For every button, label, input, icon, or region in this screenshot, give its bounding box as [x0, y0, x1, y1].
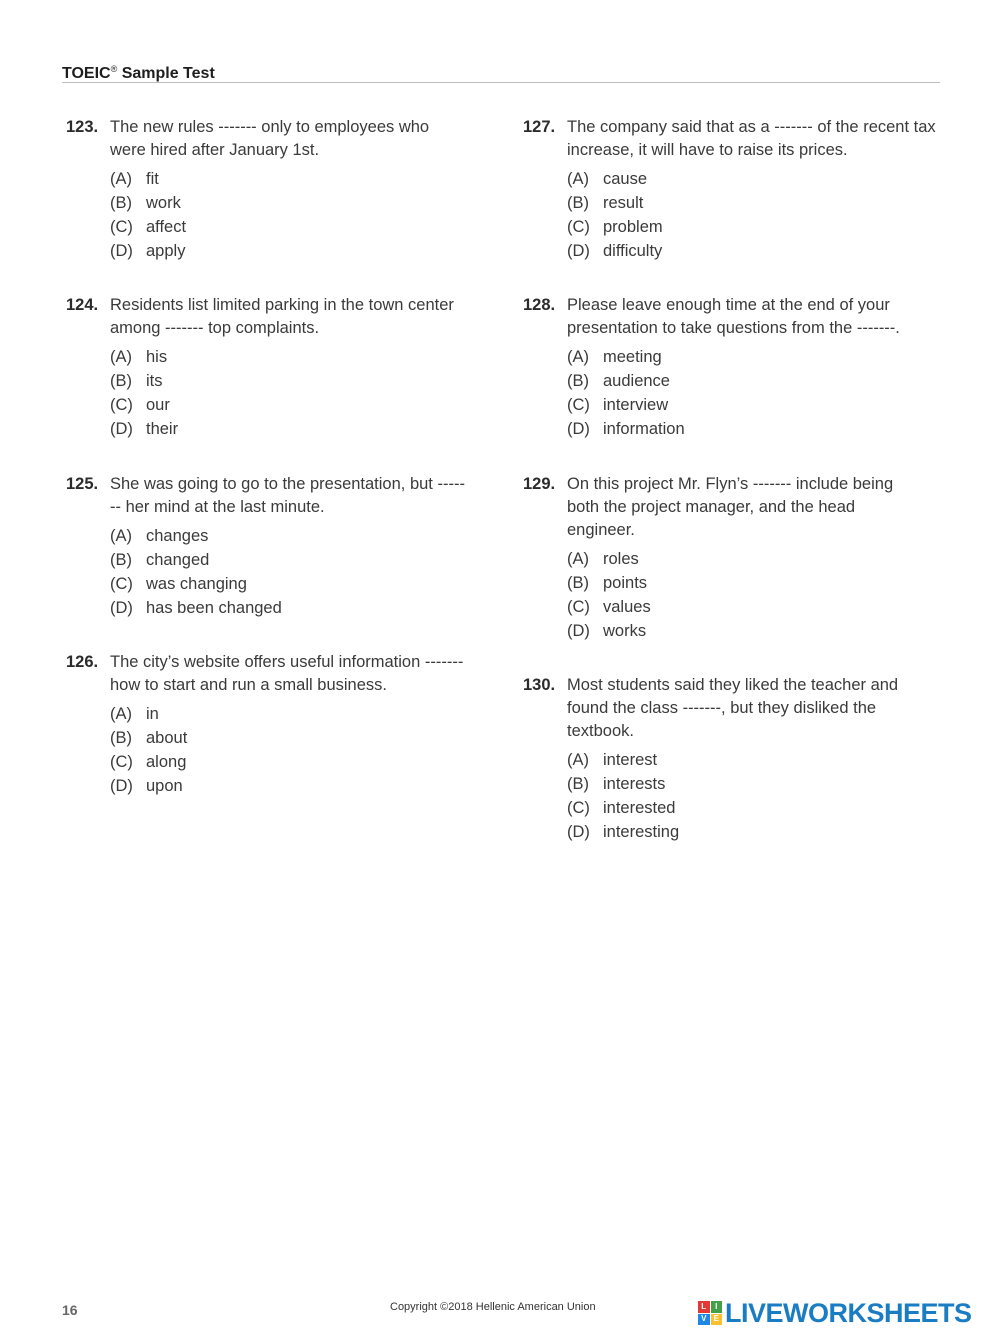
answer-option-a[interactable]: (A) roles	[567, 550, 639, 568]
question-stem: On this project Mr. Flyn’s ------- include being both the project manager, and the head engineer.	[567, 475, 894, 539]
question-130	[523, 674, 923, 844]
question-stem: She was going to go to the presentation, but ------- her mind at the last minute.	[110, 475, 465, 516]
answer-option-b[interactable]: (B) its	[110, 372, 163, 390]
answer-option-a[interactable]: (A) interest	[567, 751, 658, 769]
question-number: 124.	[66, 296, 99, 314]
question-number: 129.	[523, 475, 556, 493]
question-126	[66, 651, 466, 798]
logo-tile: V	[698, 1314, 710, 1326]
answer-option-b[interactable]: (B) interests	[567, 775, 666, 793]
answer-option-c[interactable]: (C) our	[110, 396, 170, 414]
answer-option-a[interactable]: (A) cause	[567, 170, 648, 188]
answer-option-c[interactable]: (C) interested	[567, 799, 676, 817]
answer-option-a[interactable]: (A) in	[110, 705, 159, 723]
answer-option-d[interactable]: (D) their	[110, 420, 179, 438]
question-128	[523, 294, 941, 441]
answer-options	[567, 748, 923, 844]
answer-option-b[interactable]: (B) points	[567, 574, 648, 592]
answer-options	[567, 345, 941, 441]
answer-option-a[interactable]: (A) fit	[110, 170, 159, 188]
answer-option-a[interactable]: (A) meeting	[567, 348, 662, 366]
answer-option-b[interactable]: (B) changed	[110, 551, 210, 569]
question-127	[523, 116, 941, 263]
question-stem: The company said that as a ------- of the recent tax increase, it will have to raise its prices.	[567, 118, 936, 159]
question-125	[66, 473, 466, 620]
question-129	[523, 473, 923, 643]
answer-option-c[interactable]: (C) values	[567, 598, 651, 616]
answer-option-c[interactable]: (C) problem	[567, 218, 663, 236]
answer-options	[110, 702, 466, 798]
question-number: 126.	[66, 653, 99, 671]
answer-option-c[interactable]: (C) along	[110, 753, 187, 771]
question-stem: Residents list limited parking in the town center among ------- top complaints.	[110, 296, 454, 337]
question-stem: Please leave enough time at the end of your presentation to take questions from the -------.	[567, 296, 900, 337]
copyright-notice: Copyright ©2018 Hellenic American Union	[390, 1301, 596, 1313]
liveworksheets-logo-icon	[698, 1301, 722, 1325]
answer-option-a[interactable]: (A) changes	[110, 527, 209, 545]
answer-options	[110, 524, 466, 620]
answer-option-c[interactable]: (C) affect	[110, 218, 187, 236]
answer-options	[567, 167, 941, 263]
question-number: 127.	[523, 118, 556, 136]
answer-option-c[interactable]: (C) was changing	[110, 575, 247, 593]
answer-option-d[interactable]: (D) has been changed	[110, 599, 282, 617]
answer-option-c[interactable]: (C) interview	[567, 396, 669, 414]
question-stem: Most students said they liked the teacher and found the class -------, but they disliked the textbook.	[567, 676, 899, 740]
answer-option-d[interactable]: (D) interesting	[567, 823, 680, 841]
logo-tile: I	[711, 1301, 723, 1313]
question-123	[66, 116, 466, 263]
page-number: 16	[62, 1302, 78, 1318]
logo-tile: L	[698, 1301, 710, 1313]
liveworksheets-brand[interactable]	[698, 1297, 972, 1329]
registered-mark: ®	[110, 64, 118, 74]
question-number: 125.	[66, 475, 99, 493]
answer-option-b[interactable]: (B) work	[110, 194, 181, 212]
answer-option-a[interactable]: (A) his	[110, 348, 168, 366]
brand-name: LIVEWORKSHEETS	[725, 1298, 972, 1328]
question-stem: The city’s website offers useful information ------- how to start and run a small business.	[110, 653, 464, 694]
answer-option-b[interactable]: (B) about	[110, 729, 188, 747]
answer-option-d[interactable]: (D) difficulty	[567, 242, 663, 260]
answer-options	[110, 167, 466, 263]
answer-options	[110, 345, 466, 441]
answer-option-d[interactable]: (D) information	[567, 420, 685, 438]
answer-option-d[interactable]: (D) upon	[110, 777, 183, 795]
question-number: 123.	[66, 118, 99, 136]
question-number: 130.	[523, 676, 556, 694]
answer-options	[567, 547, 923, 643]
question-number: 128.	[523, 296, 556, 314]
answer-option-d[interactable]: (D) works	[567, 622, 647, 640]
answer-option-b[interactable]: (B) audience	[567, 372, 670, 390]
answer-option-b[interactable]: (B) result	[567, 194, 644, 212]
page-header	[62, 58, 940, 83]
header-title: TOEIC® Sample Test	[62, 64, 215, 82]
question-124	[66, 294, 466, 441]
answer-option-d[interactable]: (D) apply	[110, 242, 186, 260]
logo-tile: E	[711, 1314, 723, 1326]
question-stem: The new rules ------- only to employees who were hired after January 1st.	[110, 118, 430, 159]
